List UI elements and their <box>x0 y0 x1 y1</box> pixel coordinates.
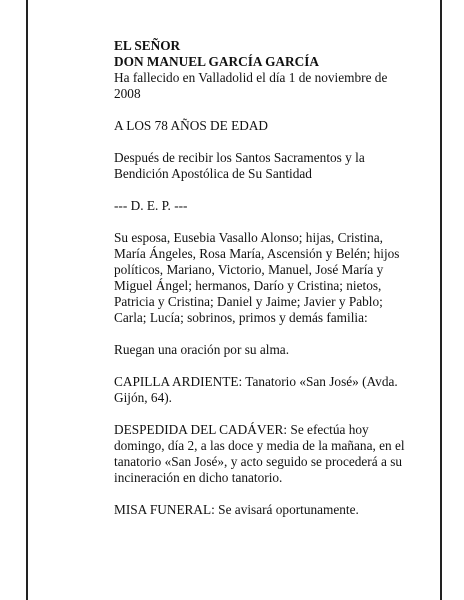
obituary-text <box>114 38 414 534</box>
rip-line: --- D. E. P. --- <box>114 198 188 213</box>
farewell-paragraph: DESPEDIDA DEL CADÁVER: Se efectúa hoy domingo, día 2, a las doce y media de la mañana, en el tanatorio «San José», y acto seguido se procederá a su incineración en dicho tanatorio. <box>114 422 405 485</box>
chapel-paragraph: CAPILLA ARDIENTE: Tanatorio «San José» (Avda. Gijón, 64). <box>114 374 398 405</box>
age-line: A LOS 78 AÑOS DE EDAD <box>114 118 269 133</box>
sacraments-paragraph: Después de recibir los Santos Sacramentos y la Bendición Apostólica de Su Santidad <box>114 150 365 181</box>
funeral-mass-line: MISA FUNERAL: Se avisará oportunamente. <box>114 502 359 517</box>
prayer-line: Ruegan una oración por su alma. <box>114 342 290 357</box>
deceased-name: DON MANUEL GARCÍA GARCÍA <box>114 54 320 69</box>
family-paragraph: Su esposa, Eusebia Vasallo Alonso; hijas, Cristina, María Ángeles, Rosa María, Ascensión y Belén; hijos políticos, Mariano, Victorio, Manuel, José María y Miguel Ángel; hermanos, Darío y Cristina; nietos, Patricia y Cristina; Daniel y Jaime; Javier y Pablo; Carla; Lucía; sobrinos, primos y demás familia: <box>114 230 400 325</box>
deceased-title <box>114 38 414 102</box>
death-notice: Ha fallecido en Valladolid el día 1 de noviembre de 2008 <box>114 70 388 101</box>
title-honorific: EL SEÑOR <box>114 38 181 53</box>
